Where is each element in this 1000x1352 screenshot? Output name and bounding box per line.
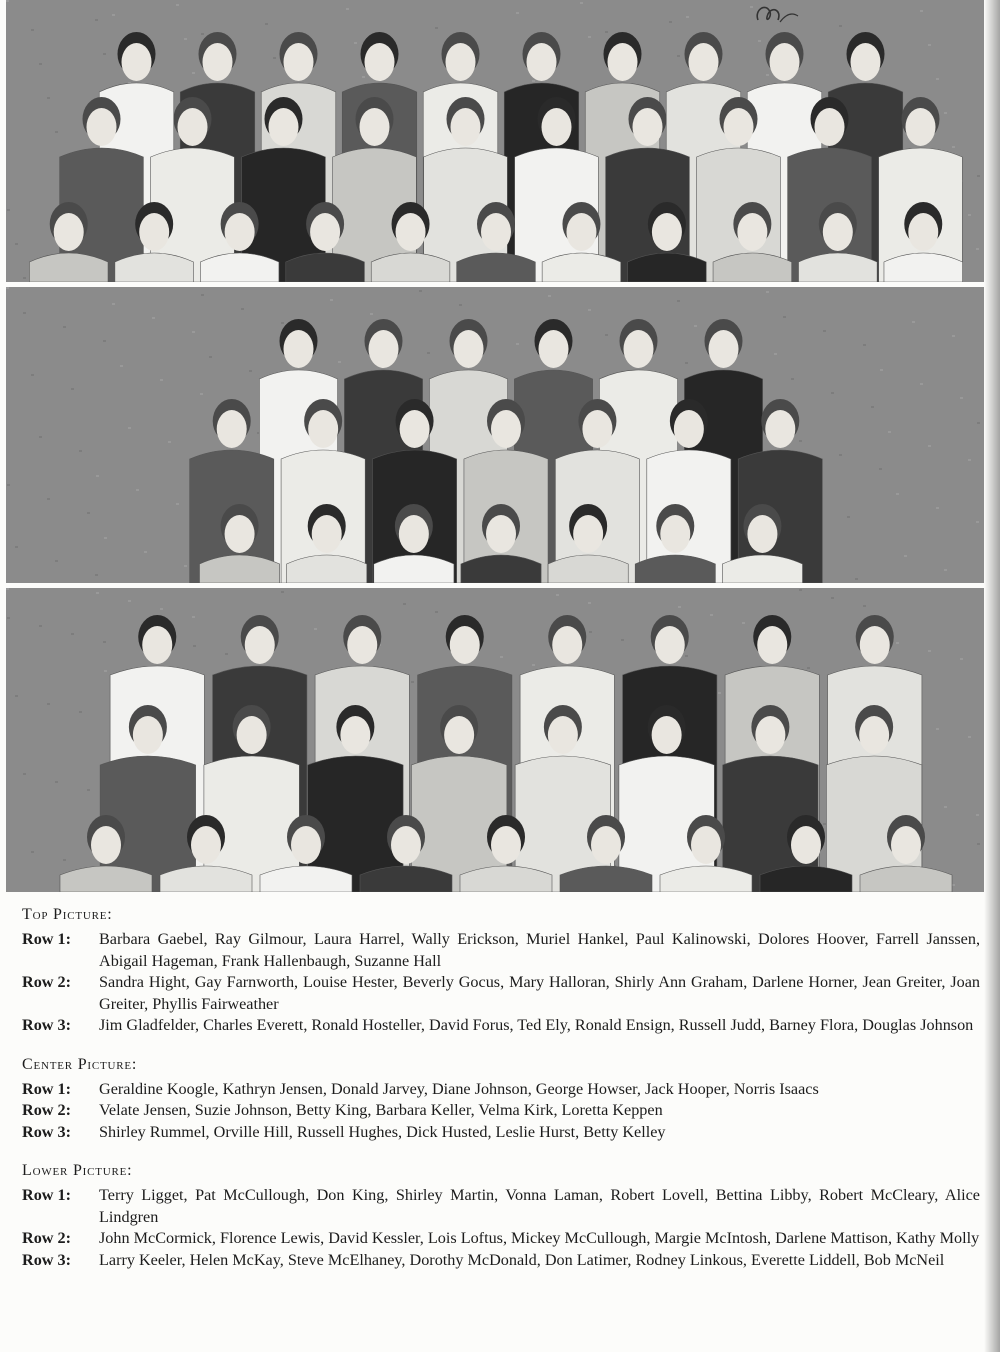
grass-speck [976,814,979,816]
grass-speck [23,773,26,775]
student-face [399,515,429,553]
grass-speck [855,578,858,580]
grass-speck [23,277,26,279]
grass-speck [31,29,34,31]
grass-speck [710,614,713,616]
student-face [486,515,516,553]
student-face [582,410,612,448]
grass-speck [176,4,179,6]
row-label: Row 3: [22,1016,72,1034]
student-face [139,213,169,251]
grass-speck [192,72,195,74]
row-label: Row 2: [22,973,72,991]
grass-speck [168,441,171,443]
grass-speck [839,25,842,27]
student-face [491,410,521,448]
student-shirt [371,253,450,282]
caption-section-lower [22,1160,980,1271]
grass-speck [273,57,276,59]
student-face [217,410,247,448]
grass-speck [516,343,519,345]
grass-speck [6,287,9,289]
grass-speck [128,600,131,602]
grass-speck [314,628,317,630]
grass-speck [96,592,99,594]
student-face [245,626,275,664]
grass-speck [831,597,834,599]
grass-speck [799,440,802,442]
student-face [906,108,936,146]
student-shirt [287,555,367,583]
grass-speck [459,304,462,306]
grass-speck [95,19,98,21]
grass-speck [209,356,212,358]
grass-speck [976,521,979,523]
row-names: Jim Gladfelder, Charles Everett, Ronald Hosteller, David Forus, Ted Ely, Ronald Ensign, Russell Judd, Barney Flora, Douglas Johnson [99,1016,974,1034]
student-face [91,826,121,864]
grass-speck [791,378,794,380]
center-photo-canvas [6,287,984,583]
grass-speck [104,537,107,539]
grass-speck [370,313,373,315]
student-face [491,826,521,864]
student-face [365,43,395,81]
caption-row [22,1228,980,1250]
student-face [360,108,390,146]
row-names: Shirley Rummel, Orville Hill, Russell Hughes, Dick Husted, Leslie Hurst, Betty Kelley [99,1122,666,1141]
caption-row [22,972,980,1015]
row-names: Sandra Hight, Gay Farnworth, Louise Hester, Beverly Gocus, Mary Halloran, Shirly Ann Graham, Darlene Horner, Jean Greiter, Joan Greiter, Phyllis Fairweather [99,973,980,1013]
student-face [54,213,84,251]
grass-speck [718,692,721,694]
grass-speck [920,383,923,385]
lower-class-photo [6,588,984,892]
grass-speck [912,321,915,323]
grass-speck [39,436,42,438]
grass-speck [677,300,680,302]
grass-speck [685,362,688,364]
student-face [269,108,299,146]
grass-speck [200,393,203,395]
student-face [633,108,663,146]
grass-speck [55,560,58,562]
student-face [340,716,370,754]
student-face [133,716,163,754]
caption-row [22,929,980,972]
grass-speck [338,361,341,363]
grass-speck [928,445,931,447]
grass-speck [944,569,947,571]
student-shirt [628,253,707,282]
grass-speck [201,33,204,35]
grass-speck [823,330,826,332]
grass-speck [47,703,50,705]
row-label: Row 2: [22,1101,72,1119]
caption-row [22,1100,980,1122]
grass-speck [952,884,955,886]
student-face [391,826,421,864]
grass-speck [411,681,414,683]
student-face [770,43,800,81]
grass-speck [79,711,82,713]
grass-speck [977,175,980,177]
grass-speck [152,317,155,319]
grass-speck [685,655,688,657]
student-face [450,626,480,664]
grass-speck [694,325,697,327]
grass-speck [588,602,591,604]
row-label: Row 3: [22,1250,72,1269]
grass-speck [176,503,179,505]
row-names: Terry Ligget, Pat McCullough, Don King, Shirley Martin, Vonna Laman, Robert Lovell, Bettina Libby, Robert McCleary, Alice Lindgren [99,1186,980,1226]
section-title: Top Picture: [22,906,113,923]
student-face [552,626,582,664]
student-shirt [374,555,454,583]
student-face [652,213,682,251]
grass-speck [193,645,196,647]
student-face [527,43,557,81]
grass-speck [774,353,777,355]
grass-speck [960,658,963,660]
grass-speck [678,606,681,608]
student-face [737,213,767,251]
grass-speck [160,379,163,381]
binding-shadow [984,0,1000,1352]
grass-speck [871,406,874,408]
student-face [765,410,795,448]
student-face [891,826,921,864]
grass-speck [87,512,90,514]
grass-speck [31,851,34,853]
student-face [624,330,654,368]
grass-speck [31,374,34,376]
row-label: Row 3: [22,1122,72,1141]
grass-speck [936,507,939,509]
student-shirt [713,253,792,282]
section-title: Center Picture: [22,1055,138,1073]
grass-speck [532,80,535,82]
grass-speck [977,843,980,845]
grass-speck [847,516,850,518]
grass-speck [839,454,842,456]
student-face [454,330,484,368]
grass-speck [896,642,899,644]
student-face [308,410,338,448]
row-names: Larry Keeler, Helen McKay, Steve McElhaney, Dorothy McDonald, Don Latimer, Rodney Linkous, Everette Liddell, Bob McNeil [99,1250,945,1269]
student-face [446,43,476,81]
grass-speck [766,291,769,293]
student-face [859,716,889,754]
student-face [284,43,314,81]
grass-speck [7,484,10,486]
grass-speck [192,616,195,618]
grass-speck [807,667,810,669]
caption-section-center [22,1054,980,1144]
grass-speck [742,622,745,624]
student-shirt [635,555,715,583]
student-face [451,108,481,146]
grass-speck [144,551,147,553]
grass-speck [976,248,979,250]
handwriting-scribble [752,0,800,34]
grass-speck [47,498,50,500]
grass-speck [330,299,333,301]
grass-speck [96,475,99,477]
caption-row [22,1079,980,1101]
grass-speck [621,639,624,641]
grass-speck [500,656,503,658]
top-photo-canvas [6,0,984,282]
caption-block [22,904,980,1288]
grass-speck [160,608,163,610]
grass-speck [55,781,58,783]
row-label: Row 1: [22,930,72,948]
grass-speck [241,308,244,310]
grass-speck [952,335,955,337]
student-face [396,213,426,251]
grass-speck [968,736,971,738]
grass-speck [669,21,672,23]
student-shirt [115,253,194,282]
student-face [709,330,739,368]
grass-speck [71,633,74,635]
student-face [225,213,255,251]
student-face [860,626,890,664]
student-face [908,213,938,251]
student-shirt [29,253,108,282]
grass-speck [863,344,866,346]
grass-speck [888,431,891,433]
grass-speck [952,146,955,148]
top-class-photo [6,0,984,282]
grass-speck [15,546,18,548]
grass-speck [265,23,268,25]
student-face [481,213,511,251]
grass-speck [783,316,786,318]
grass-speck [944,112,947,114]
student-face [652,716,682,754]
grass-speck [766,74,769,76]
grass-speck [103,340,106,342]
grass-speck [15,243,18,245]
grass-speck [112,303,115,305]
grass-speck [15,695,18,697]
student-face [851,43,881,81]
grass-speck [403,603,406,605]
row-label: Row 2: [22,1229,72,1247]
grass-speck [6,0,9,2]
grass-speck [63,326,66,328]
grass-speck [192,331,195,333]
student-face [539,330,569,368]
student-face [573,515,603,553]
student-face [225,515,255,553]
student-face [122,43,152,81]
grass-speck [63,859,66,861]
grass-speck [201,294,204,296]
grass-speck [435,611,438,613]
grass-speck [6,588,9,590]
student-face [142,626,172,664]
grass-speck [95,574,98,576]
grass-speck [936,78,939,80]
grass-speck [686,16,689,18]
grass-speck [928,44,931,46]
grass-speck [23,312,26,314]
student-face [757,626,787,664]
grass-speck [354,42,357,44]
student-shirt [799,253,878,282]
row-label: Row 1: [22,1079,72,1098]
student-face [823,213,853,251]
student-face [369,330,399,368]
lower-photo-canvas [6,588,984,892]
grass-speck [112,14,115,16]
grass-speck [605,334,608,336]
grass-speck [928,650,931,652]
student-shirt [457,253,536,282]
row-names: Velate Jensen, Suzie Johnson, Betty King, Barbara Keller, Velma Kirk, Loretta Keppen [99,1101,663,1119]
grass-speck [580,2,583,4]
grass-speck [184,565,187,567]
student-face [310,213,340,251]
row-names: Geraldine Koogle, Kathryn Jensen, Donald Jarvey, Diane Johnson, George Howser, Jack Hooper, Norris Isaacs [99,1079,819,1098]
grass-speck [532,664,535,666]
caption-row [22,1122,980,1144]
student-face [191,826,221,864]
grass-speck [136,489,139,491]
student-face [791,826,821,864]
grass-speck [435,27,438,29]
student-face [87,108,117,146]
student-face [291,826,321,864]
caption-section-top [22,904,980,1037]
grass-speck [968,214,971,216]
grass-speck [71,388,74,390]
student-shirt [199,555,279,583]
grass-speck [588,309,591,311]
grass-speck [87,789,90,791]
grass-speck [823,823,826,825]
grass-speck [880,369,883,371]
grass-speck [79,450,82,452]
student-shirt [286,253,365,282]
student-face [400,410,430,448]
grass-speck [977,422,980,424]
grass-speck [39,625,42,627]
grass-speck [758,40,761,42]
grass-speck [39,63,42,65]
grass-speck [879,468,882,470]
student-face [237,716,267,754]
grass-speck [47,97,50,99]
grass-speck [516,12,519,14]
student-face [312,515,342,553]
grass-speck [863,605,866,607]
caption-row [22,1250,980,1272]
student-face [591,826,621,864]
student-shirt [722,555,802,583]
grass-speck [184,38,187,40]
student-face [815,108,845,146]
student-face [674,410,704,448]
grass-speck [920,10,923,12]
grass-speck [104,670,107,672]
grass-speck [225,653,228,655]
grass-speck [281,591,284,593]
grass-speck [346,8,349,10]
grass-speck [968,459,971,461]
student-face [178,108,208,146]
grass-speck [556,594,559,596]
grass-speck [7,617,10,619]
grass-speck [249,370,252,372]
row-names: Barbara Gaebel, Ray Gilmour, Laura Harrel, Wally Erickson, Muriel Hankel, Paul Kalinowski, Dolores Hoover, Farrell Janssen, Abigail Hageman, Frank Hallenbaugh, Suzanne Hall [99,930,980,970]
student-face [566,213,596,251]
grass-speck [589,631,592,633]
grass-speck [904,555,907,557]
caption-row [22,1015,980,1037]
grass-speck [944,806,947,808]
caption-row [22,1185,980,1228]
grass-speck [427,352,430,354]
grass-speck [281,322,284,324]
student-face [608,43,638,81]
grass-speck [588,36,591,38]
student-face [755,716,785,754]
grass-speck [896,493,899,495]
grass-speck [120,365,123,367]
center-class-photo [6,287,984,583]
student-face [724,108,754,146]
grass-speck [55,131,58,133]
student-face [689,43,719,81]
student-shirt [542,253,621,282]
student-face [203,43,233,81]
student-face [444,716,474,754]
row-label: Row 1: [22,1186,72,1204]
row-names: John McCormick, Florence Lewis, David Kessler, Lois Loftus, Mickey McCullough, Margie McIntosh, Darlene Mattison, Kathy Molly [99,1229,980,1247]
grass-speck [128,427,131,429]
student-shirt [461,555,541,583]
student-shirt [200,253,279,282]
grass-speck [960,397,963,399]
section-title: Lower Picture: [22,1162,133,1179]
grass-speck [548,295,551,297]
student-face [284,330,314,368]
grass-speck [419,290,422,292]
grass-speck [799,589,802,591]
student-face [747,515,777,553]
grass-speck [936,728,939,730]
student-shirt [548,555,628,583]
student-shirt [884,253,963,282]
student-face [691,826,721,864]
grass-speck [831,392,834,394]
grass-speck [605,31,608,33]
student-face [660,515,690,553]
grass-speck [7,209,10,211]
student-face [548,716,578,754]
grass-speck [103,641,106,643]
grass-speck [362,76,365,78]
student-face [655,626,685,664]
grass-speck [103,53,106,55]
grass-speck [677,55,680,57]
student-face [542,108,572,146]
student-face [347,626,377,664]
